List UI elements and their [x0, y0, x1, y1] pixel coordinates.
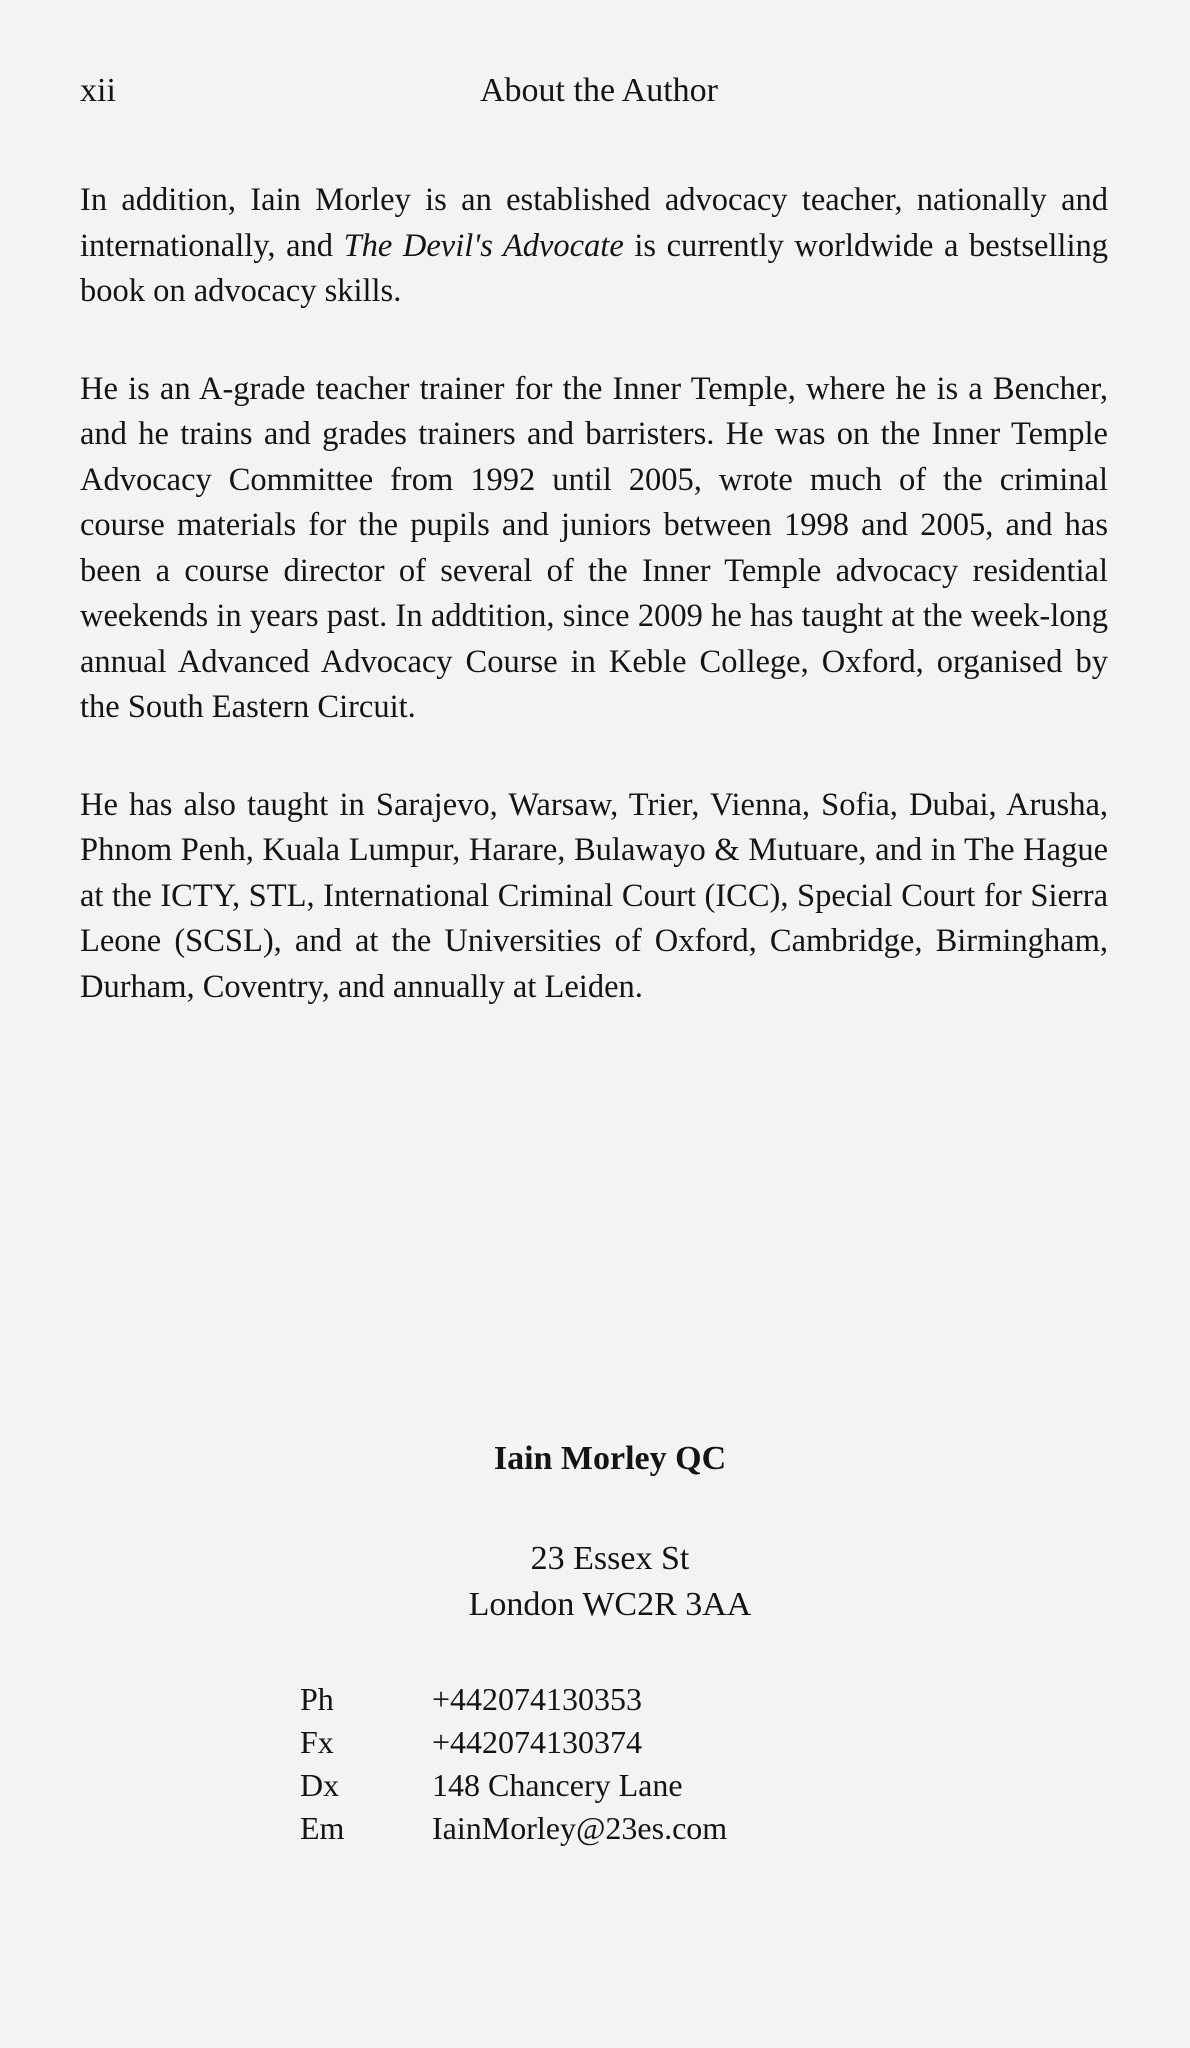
email-label: Em [300, 1810, 345, 1846]
paragraph-inner-temple: He is an A-grade teacher trainer for the Inner Temple, where he is a Bencher, and he trains and grades trainers and barristers. He was on the Inner Temple Advocacy Committee from 1992 until 2005, wrote much of the criminal course materials for the pupils and juniors between 1998 and 2005, and has been a course director of several of the Inner Temple advocacy residential weekends in years past. In addtition, since 2009 he has taught at the week-long annual Advanced Advocacy Course in Keble College, Oxford, organised by the South Eastern Circuit. [80, 370, 1108, 725]
contact-block [0, 1440, 1190, 1846]
dx-value: 148 Chancery Lane [432, 1767, 683, 1803]
fax-value: +442074130374 [432, 1724, 643, 1760]
contact-details [300, 1678, 727, 1850]
address-line-city: London WC2R 3AA [468, 1586, 752, 1623]
fax-label: Fx [300, 1724, 334, 1760]
dx-label: Dx [300, 1767, 340, 1803]
detail-row-phone [300, 1678, 727, 1721]
address-line-street: 23 Essex St [530, 1540, 690, 1577]
paragraph-teaching-locations: He has also taught in Sarajevo, Warsaw, Trier, Vienna, Sofia, Dubai, Arusha, Phnom Penh, Kuala Lumpur, Harare, Bulawayo & Mutuare, and in The Hague at the ICTY, STL, International Criminal Court (ICC), Special Court for Sierra Leone (SCSL), and at the Universities of Oxford, Cambridge, Birmingham, Durham, Coventry, and annually at Leiden. [80, 786, 1108, 1005]
paragraph-advocacy-teacher [80, 178, 1108, 315]
phone-value: +442074130353 [432, 1681, 643, 1717]
body-text [80, 178, 1108, 1062]
paragraph-1-text-before: In addition, Iain Morley is an established advocacy teacher, nationally and internationally, and [80, 182, 1108, 264]
running-title: About the Author [480, 72, 718, 109]
detail-row-email [300, 1807, 727, 1850]
detail-row-fax [300, 1721, 727, 1764]
detail-row-dx [300, 1764, 727, 1807]
running-head [80, 72, 1108, 116]
contact-name: Iain Morley QC [493, 1440, 727, 1477]
page-number: xii [80, 72, 116, 109]
paragraph-1-text-after: is currently worldwide a bestselling book on advocacy skills. [80, 227, 1108, 309]
address [30, 1536, 1190, 1628]
email-value: IainMorley@23es.com [432, 1810, 728, 1846]
book-title-italic: The Devil's Advocate [343, 227, 624, 264]
phone-label: Ph [300, 1681, 334, 1717]
